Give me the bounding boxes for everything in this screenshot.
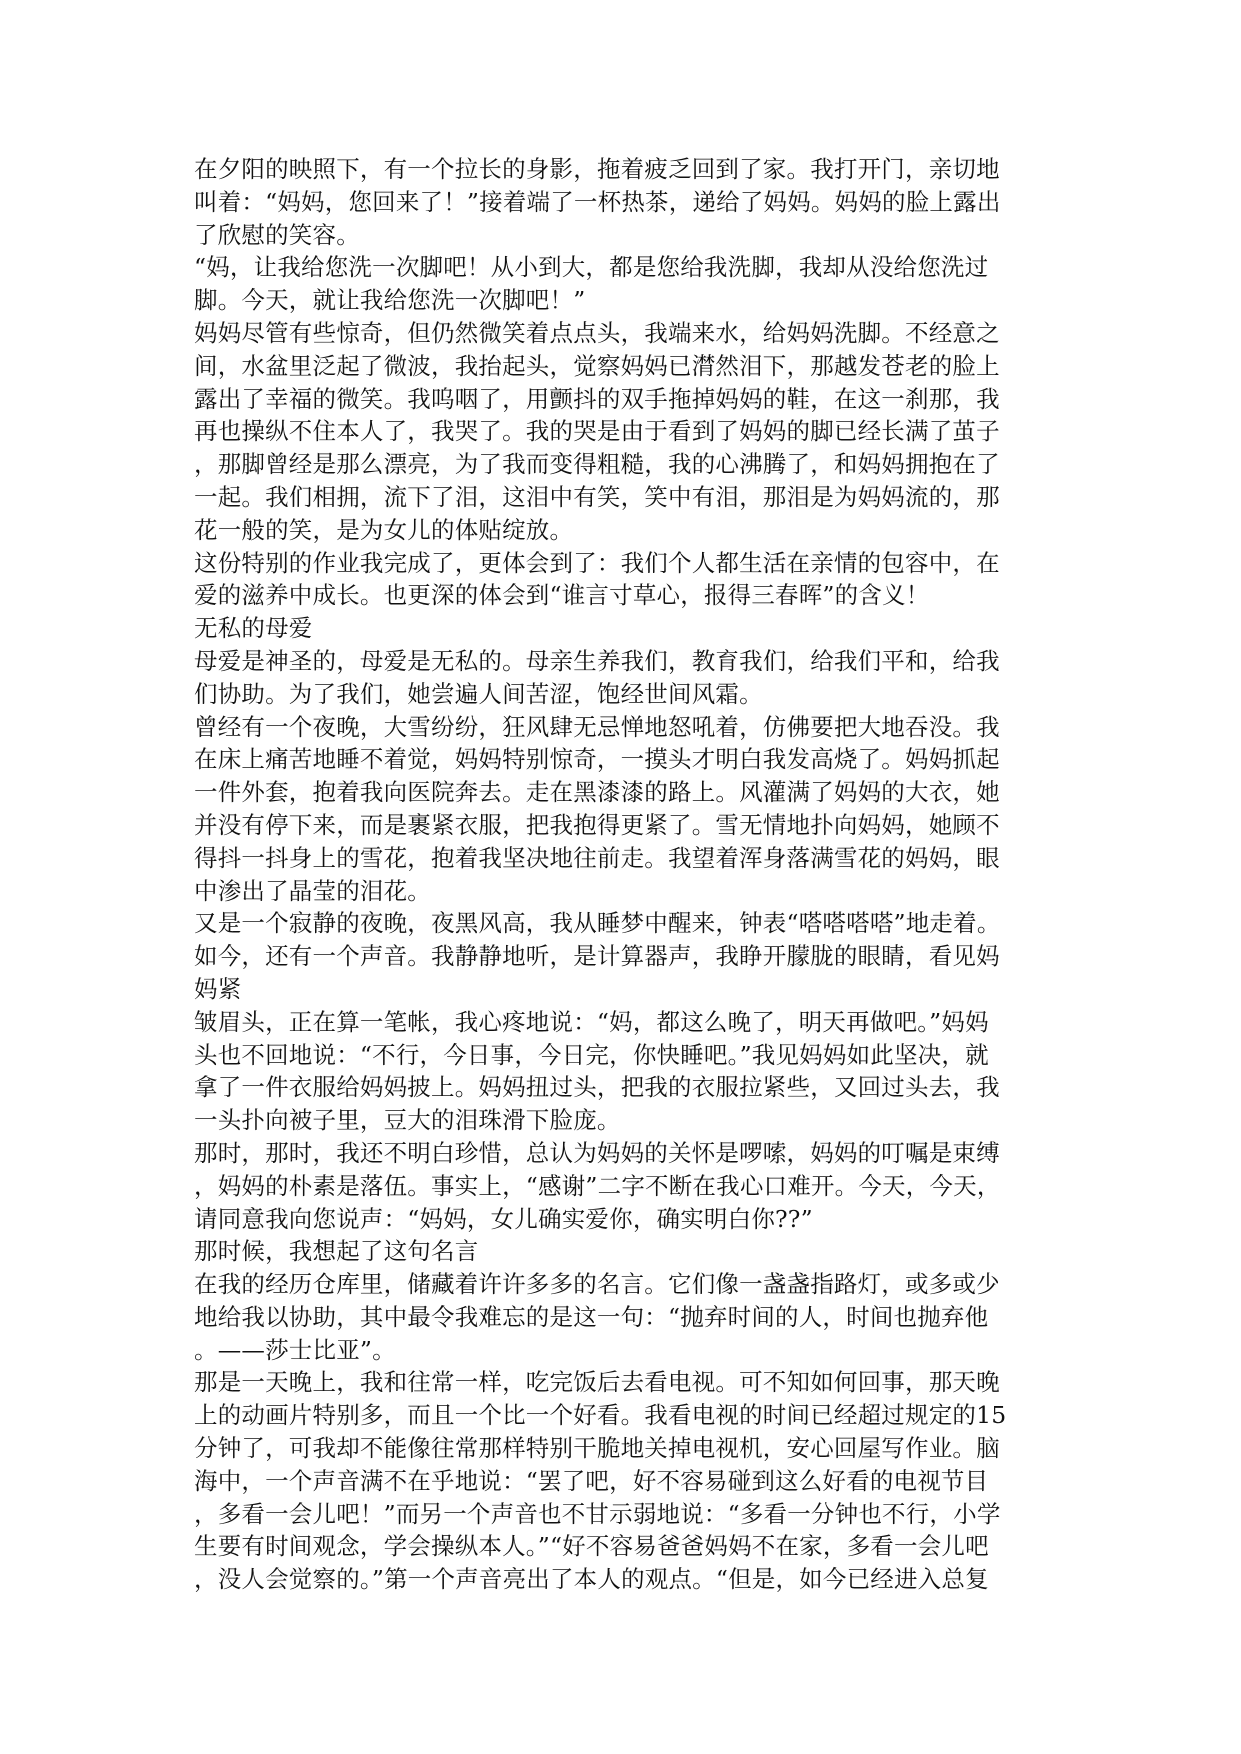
- text-line: 地给我以协助，其中最令我难忘的是这一句：“抛弃时间的人，时间也抛弃他: [194, 1302, 989, 1331]
- text-line: 。——莎士比亚”。: [194, 1335, 396, 1364]
- text-line: 拿了一件衣服给妈妈披上。妈妈扭过头，把我的衣服拉紧些，又回过头去，我: [194, 1073, 1000, 1102]
- paragraph: [194, 1137, 1048, 1235]
- text-line: 得抖一抖身上的雪花，抱着我坚决地往前走。我望着浑身落满雪花的妈妈，眼: [194, 843, 1000, 872]
- paragraph: [194, 612, 1048, 645]
- text-line: 生要有时间观念，学会操纵本人。”“好不容易爸爸妈妈不在家，多看一会儿吧: [194, 1532, 989, 1561]
- text-line: 并没有停下来，而是裹紧衣服，把我抱得更紧了。雪无情地扑向妈妈，她顾不: [194, 810, 1000, 839]
- text-line: 这份特别的作业我完成了，更体会到了：我们个人都生活在亲情的包容中，在: [194, 548, 1000, 577]
- text-line: 一头扑向被子里，豆大的泪珠滑下脸庞。: [194, 1106, 621, 1135]
- paragraph: [194, 1366, 1048, 1596]
- text-line: 头也不回地说：“不行，今日事，今日完，你快睡吧。”我见妈妈如此坚决，就: [194, 1040, 989, 1069]
- text-line: 那是一天晚上，我和往常一样，吃完饭后去看电视。可不知如何回事，那天晚: [194, 1368, 1000, 1397]
- text-line: 海中，一个声音满不在乎地说：“罢了吧，好不容易碰到这么好看的电视节目: [194, 1466, 989, 1495]
- text-line: 那时，那时，我还不明白珍惜，总认为妈妈的关怀是啰嗦，妈妈的叮嘱是束缚: [194, 1138, 1000, 1167]
- paragraph: [194, 547, 1048, 613]
- text-line: 花一般的笑，是为女儿的体贴绽放。: [194, 515, 574, 544]
- text-line: 无私的母爱: [194, 614, 313, 643]
- paragraph: [194, 251, 1048, 317]
- text-line: 皱眉头，正在算一笔帐，我心疼地说：“妈，都这么晚了，明天再做吧。”妈妈: [194, 1007, 989, 1036]
- paragraph: [194, 645, 1048, 711]
- text-line: 间，水盆里泛起了微波，我抬起头，觉察妈妈已潸然泪下，那越发苍老的脸上: [194, 351, 1000, 380]
- text-line: ，多看一会儿吧！”而另一个声音也不甘示弱地说：“多看一分钟也不行，小学: [194, 1499, 1001, 1528]
- text-line: ，那脚曾经是那么漂亮，为了我而变得粗糙，我的心沸腾了，和妈妈拥抱在了: [194, 450, 1000, 479]
- paragraph: [194, 1006, 1048, 1137]
- text-line: ，妈妈的朴素是落伍。事实上，“感谢”二字不断在我心口难开。今天，今天，: [194, 1171, 1001, 1200]
- text-line: 又是一个寂静的夜晚，夜黑风高，我从睡梦中醒来，钟表“嗒嗒嗒嗒”地走着。: [194, 909, 1001, 938]
- text-line: 在我的经历仓库里，储藏着许许多多的名言。它们像一盏盏指路灯，或多或少: [194, 1270, 1000, 1299]
- text-line: 了欣慰的笑容。: [194, 220, 360, 249]
- text-line: 叫着：“妈妈，您回来了！”接着端了一杯热茶，递给了妈妈。妈妈的脸上露出: [194, 187, 1001, 216]
- text-line: 在床上痛苦地睡不着觉，妈妈特别惊奇，一摸头才明白我发高烧了。妈妈抓起: [194, 745, 1000, 774]
- text-line: 如今，还有一个声音。我静静地听，是计算器声，我睁开朦胧的眼睛，看见妈: [194, 942, 1000, 971]
- paragraph: [194, 711, 1048, 908]
- text-line: 一起。我们相拥，流下了泪，这泪中有笑，笑中有泪，那泪是为妈妈流的，那: [194, 482, 1000, 511]
- text-line: 中渗出了晶莹的泪花。: [194, 876, 431, 905]
- paragraph: [194, 907, 1048, 1005]
- paragraph: [194, 317, 1048, 547]
- text-line: 妈紧: [194, 974, 242, 1003]
- text-line: ，没人会觉察的。”第一个声音亮出了本人的观点。“但是，如今已经进入总复: [194, 1565, 989, 1594]
- paragraph: [194, 153, 1048, 251]
- text-line: “妈，让我给您洗一次脚吧！从小到大，都是您给我洗脚，我却从没给您洗过: [194, 253, 989, 282]
- paragraph: [194, 1268, 1048, 1366]
- text-line: 曾经有一个夜晚，大雪纷纷，狂风肆无忌惮地怒吼着，仿佛要把大地吞没。我: [194, 712, 1000, 741]
- text-line: 再也操纵不住本人了，我哭了。我的哭是由于看到了妈妈的脚已经长满了茧子: [194, 417, 1000, 446]
- text-line: 母爱是神圣的，母爱是无私的。母亲生养我们，教育我们，给我们平和，给我: [194, 646, 1000, 675]
- text-line: 一件外套，抱着我向医院奔去。走在黑漆漆的路上。风灌满了妈妈的大衣，她: [194, 778, 1000, 807]
- text-line: 爱的滋养中成长。也更深的体会到“谁言寸草心，报得三春晖”的含义！: [194, 581, 930, 610]
- text-line: 上的动画片特别多，而且一个比一个好看。我看电视的时间已经超过规定的15: [194, 1401, 1007, 1430]
- text-line: 在夕阳的映照下，有一个拉长的身影，拖着疲乏回到了家。我打开门，亲切地: [194, 155, 1000, 183]
- text-line: 分钟了，可我却不能像往常那样特别干脆地关掉电视机，安心回屋写作业。脑: [194, 1434, 1000, 1463]
- text-line: 们协助。为了我们，她尝遍人间苦涩，饱经世间风霜。: [194, 679, 763, 708]
- text-line: 脚。今天，就让我给您洗一次脚吧！”: [194, 286, 586, 315]
- text-line: 妈妈尽管有些惊奇，但仍然微笑着点点头，我端来水，给妈妈洗脚。不经意之: [194, 318, 1000, 347]
- text-line: 请同意我向您说声：“妈妈，女儿确实爱你，确实明白你??”: [194, 1204, 813, 1233]
- text-line: 露出了幸福的微笑。我呜咽了，用颤抖的双手拖掉妈妈的鞋，在这一刹那，我: [194, 384, 1000, 413]
- text-line: 那时候，我想起了这句名言: [194, 1237, 479, 1266]
- document-body: [194, 153, 1048, 1596]
- paragraph: [194, 1235, 1048, 1268]
